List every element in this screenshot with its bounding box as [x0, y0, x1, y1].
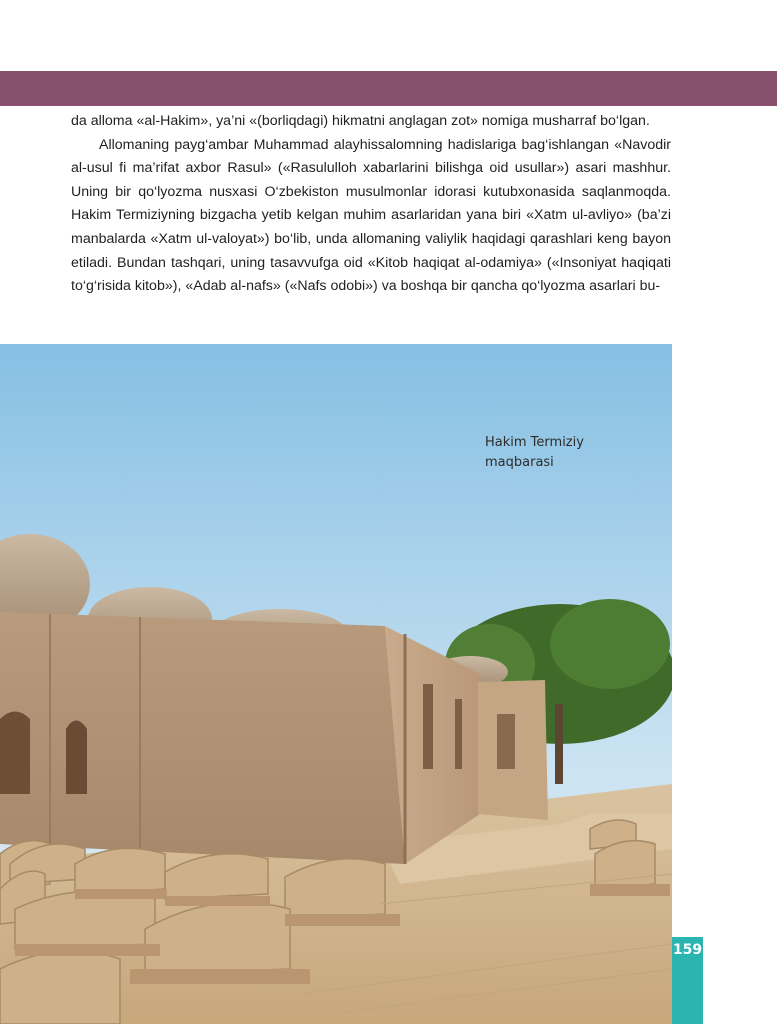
page-number: 159 [672, 942, 703, 958]
figure-caption [485, 433, 645, 473]
paragraph-1: da alloma «al-Hakim», ya’ni «(borliqdagi) hikmatni anglagan zot» nomiga musharraf bo‘lgan. [71, 113, 650, 129]
caption-line-1: Hakim Termiziy [485, 435, 584, 450]
caption-line-2: maqbarasi [485, 455, 554, 470]
paragraph-2: Allomaning payg‘ambar Muhammad alayhissalomning hadislariga bag‘ishlangan «Navodir al-usul fi ma’rifat axbor Rasul» («Rasululloh xabarlarini bilishga oid usullar») asari mashhur. Uning bir qo‘lyozma nusxasi O‘zbekiston musulmonlar idorasi kutubxonasida saqlanmoqda. Hakim Termiziyning bizgacha yetib kelgan muhim asarlaridan yana biri «Xatm ul-avliyo» (ba’zi manbalarda «Xatm ul-valoyat») bo‘lib, unda allomaning valiylik haqidagi qarashlari keng bayon etiladi. Bundan tashqari, uning tasavvufga oid «Kitob haqiqat al-odamiya» («Insoniyat haqiqati to‘g‘risida kitob»), «Adab al-nafs» («Nafs odobi») va boshqa bir qancha qo‘lyozma asarlari bu- [71, 136, 671, 295]
body-text [71, 110, 671, 299]
header-band [0, 71, 777, 106]
